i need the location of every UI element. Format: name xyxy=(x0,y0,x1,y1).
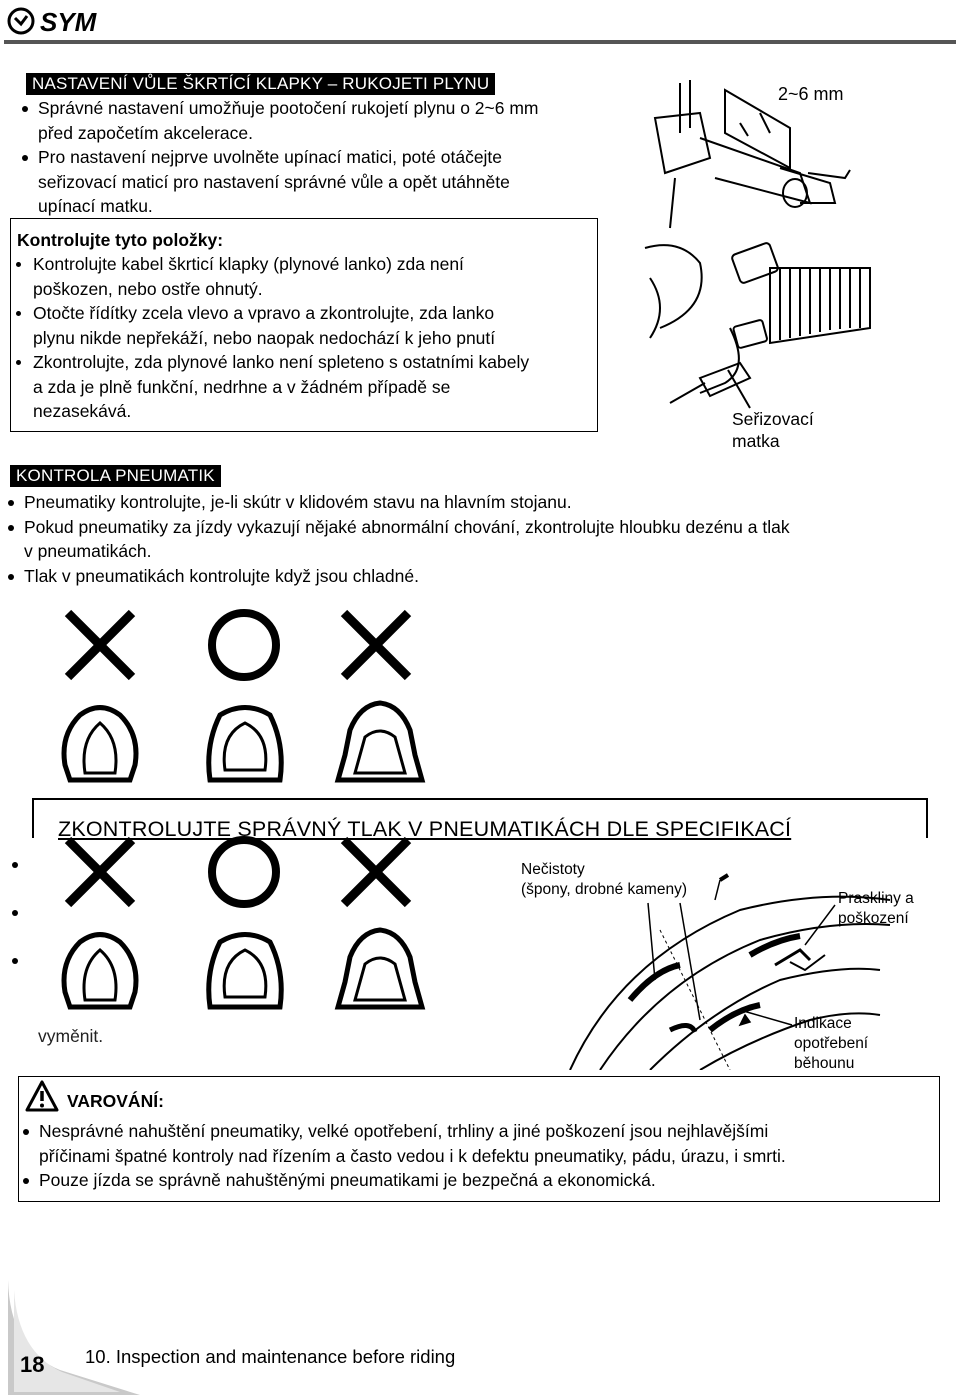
stray-bullet-1 xyxy=(12,862,18,868)
tire-pressure-symbols-repeat xyxy=(60,832,440,1022)
stray-bullet-2 xyxy=(12,910,18,916)
warning-list xyxy=(19,1119,934,1193)
throttle-bullet-2: Pro nastavení nejprve uvolněte upínací matici, poté otáčejte seřizovací maticí pro nastavení správné vůle a opět utáhněte upínací matku. xyxy=(18,145,638,219)
warning-item-1: Nesprávné nahuštění pneumatiky, velké opotřebení, trhliny a jiné poškození jsou nejhlavějšími příčinami špatné kontroly nad řízením a často vedou i k defektu pneumatiky, pádu, úrazu, i smrti. xyxy=(19,1119,934,1168)
brand-name: SYM xyxy=(40,7,97,36)
tire-pressure-symbols xyxy=(60,605,440,795)
tire-bullet-2: Pokud pneumatiky za jízdy vykazují nějaké abnormální chování, zkontrolujte hloubku dezénu a tlak v pneumatikách. xyxy=(4,515,944,564)
sym-logo xyxy=(6,6,116,36)
tire-bullets xyxy=(4,490,944,588)
tire-section-title: KONTROLA PNEUMATIK xyxy=(10,465,221,487)
cracks-label: Praskliny a poškození xyxy=(838,890,914,927)
play-label: 2~6 mm xyxy=(778,84,844,104)
check-items-box xyxy=(10,218,598,432)
page-number: 18 xyxy=(20,1352,45,1377)
check-item-2: Otočte řídítky zcela vlevo a vpravo a zkontrolujte, zda lanko plynu nikde nepřekáží, nebo naopak nedochází k jeho pnutí xyxy=(13,301,597,350)
warning-box xyxy=(18,1076,940,1202)
spec-title: ZKONTROLUJTE SPRÁVNÝ TLAK V PNEUMATIKÁCH DLE SPECIFIKACÍ xyxy=(58,817,792,841)
check-list xyxy=(13,252,597,424)
debris-label: Nečistoty (špony, drobné kameny) xyxy=(521,861,687,898)
tire-pressure-diagram-bottom xyxy=(60,832,440,1022)
check-heading: Kontrolujte tyto položky: xyxy=(17,230,224,250)
throttle-bullets xyxy=(18,96,638,219)
tire-bullet-3: Tlak v pneumatikách kontrolujte když jsou chladné. xyxy=(4,564,944,589)
throttle-section-title: NASTAVENÍ VŮLE ŠKRTÍCÍ KLAPKY – RUKOJETI PLYNU xyxy=(26,73,495,95)
header-rule xyxy=(4,40,956,44)
check-item-3: Zkontrolujte, zda plynové lanko není spleteno s ostatními kabely a zda je plně funkční, nedrhne a v žádném případě se nezasekává. xyxy=(13,350,597,424)
adjust-nut-label: Seřizovací matka xyxy=(732,409,814,451)
warning-item-2: Pouze jízda se správně nahuštěnými pneumatikami je bezpečná a ekonomická. xyxy=(19,1168,934,1193)
throttle-grip-illustration xyxy=(640,78,960,458)
partial-text: vyměnit. xyxy=(38,1026,104,1046)
footer-section-title: 10. Inspection and maintenance before riding xyxy=(85,1346,456,1367)
warning-heading: VAROVÁNÍ: xyxy=(67,1091,164,1111)
tire-bullet-1: Pneumatiky kontrolujte, je-li skútr v klidovém stavu na hlavním stojanu. xyxy=(4,490,944,515)
throttle-bullet-1: Správné nastavení umožňuje pootočení rukojetí plynu o 2~6 mm před započetím akcelerace. xyxy=(18,96,638,145)
tire-pressure-diagram-top xyxy=(60,605,440,795)
check-item-1: Kontrolujte kabel škrticí klapky (plynové lanko) zda není poškozen, nebo ostře ohnutý. xyxy=(13,252,597,301)
wear-indicator-label: Indikace opotřebení běhounu xyxy=(794,1015,869,1072)
warning-icon xyxy=(25,1080,59,1112)
throttle-figures xyxy=(640,78,960,458)
stray-bullet-3 xyxy=(12,958,18,964)
